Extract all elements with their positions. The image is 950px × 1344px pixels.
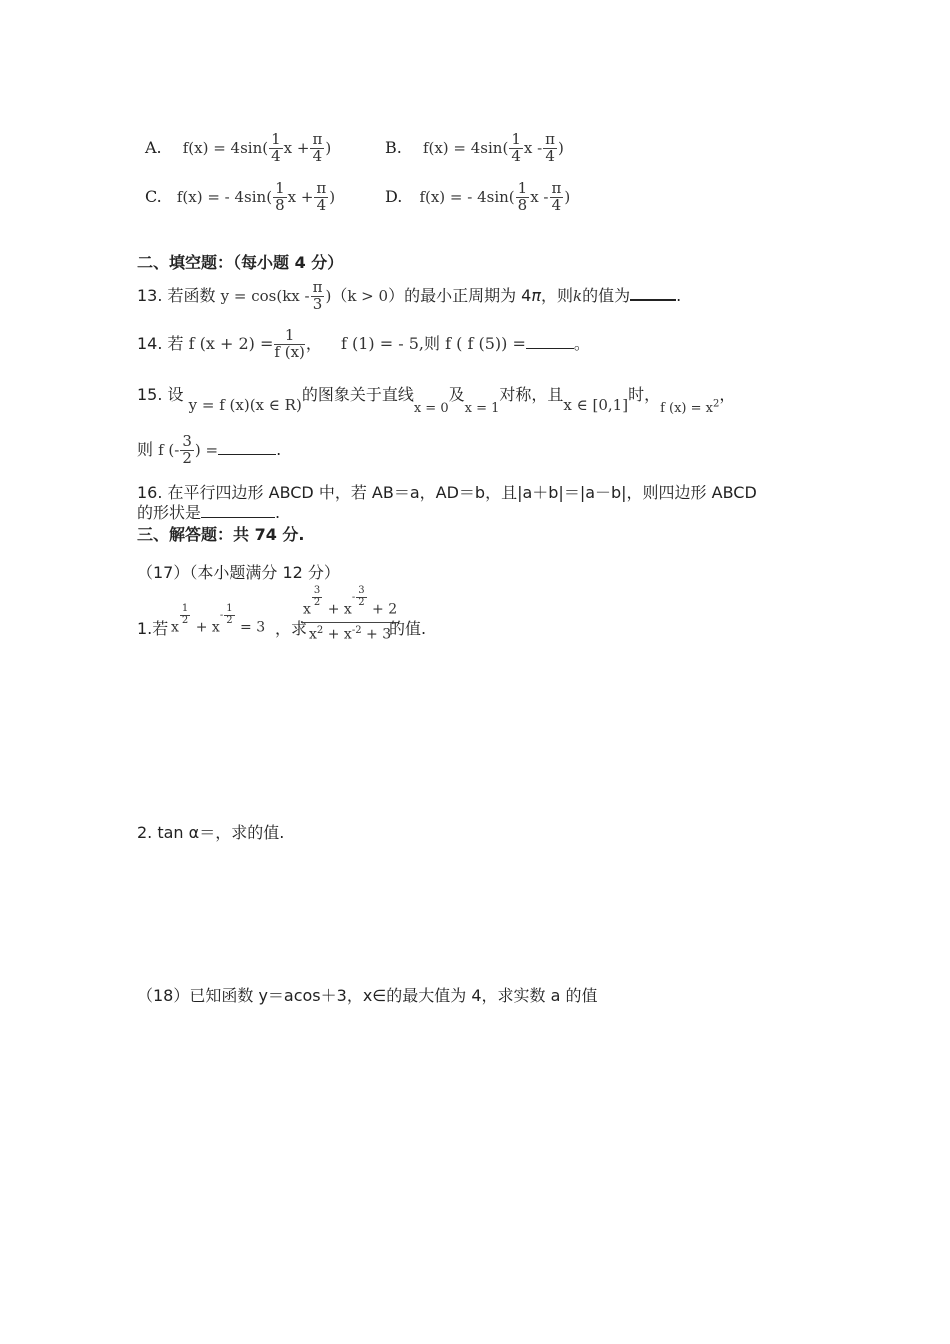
option-c-label: C. <box>145 186 162 206</box>
question-17-part-2: 2. tan α＝，求的值. <box>137 823 285 842</box>
q17-1-prefix: 1.若 <box>137 619 169 638</box>
q13-expr: y = cos(kx - <box>220 286 310 305</box>
option-d-label: D. <box>385 186 403 206</box>
q17-1-t1: ，求 <box>275 619 308 638</box>
q15b-fn: f (- <box>158 440 180 459</box>
q15-line1: x = 0 <box>413 401 449 416</box>
q14-prefix: 14. 若 <box>137 333 184 353</box>
option-c-frac2: $\frac{\pi}{4}$ <box>316 179 327 214</box>
option-a-label: A. <box>145 137 162 157</box>
q14-frac: $\frac{1}{f (x)}$ <box>274 326 305 361</box>
option-d-frac1: $\frac{1}{8}$ <box>517 179 528 214</box>
q17-1-num-end: + 2 <box>372 601 398 618</box>
q13-answer-blank[interactable] <box>630 285 676 301</box>
q15-t2: 及 <box>448 385 465 404</box>
q15-line2: x = 1 <box>464 401 500 416</box>
section-3-heading: 三、解答题：共 74 分. <box>137 525 305 544</box>
option-b-end: ) <box>558 138 564 157</box>
question-14 <box>137 328 590 361</box>
q17-1-exp1: 1 2 <box>181 603 189 626</box>
q14-ask: f ( f (5)) = <box>445 333 526 353</box>
q13-suffix3: 的值为 <box>582 285 631 305</box>
q15-def-exp: 2 <box>713 398 720 410</box>
q13-prefix: 13. 若函数 <box>137 285 216 305</box>
q15-function: y = f (x)(x ∈ R) <box>188 396 302 414</box>
q15-prefix: 15. 设 <box>137 385 184 404</box>
option-b-mid: x - <box>523 138 543 157</box>
option-c-lhs: f(x) = - 4sin( <box>176 187 273 206</box>
question-18: （18）已知函数 y＝acos＋3，x∈的最大值为 4，求实数 a 的值 <box>137 986 598 1005</box>
option-d-mid: x - <box>530 187 549 206</box>
q13-cond-close: ） <box>388 285 405 305</box>
q17-1-t2: 的值. <box>389 619 427 638</box>
option-b <box>385 132 564 165</box>
q15-t3: 对称，且 <box>499 385 564 404</box>
option-a <box>145 132 331 165</box>
q13-expr-end: ) <box>325 286 332 305</box>
q13-condition: k > 0 <box>347 286 389 305</box>
option-c-end: ) <box>329 187 336 206</box>
q14-given: f (1) = - 5, <box>341 333 425 353</box>
question-16-line1: 16. 在平行四边形 ABCD 中，若 AB＝a，AD＝b，且|a＋b|＝|a－b|，则四边形 ABCD <box>137 483 757 502</box>
q15-domain: x ∈ [0,1] <box>563 396 629 414</box>
option-a-lhs: f(x) = 4sin( <box>182 138 269 157</box>
q13-suffix: 的最小正周期为 4 <box>404 285 532 305</box>
q13-end: . <box>676 285 682 305</box>
option-b-frac1: $\frac{1}{4}$ <box>511 130 521 165</box>
option-b-lhs: f(x) = 4sin( <box>422 138 509 157</box>
question-17-title: （17）（本小题满分 12 分） <box>137 563 340 582</box>
q17-1-exp2: - 1 2 <box>219 603 233 626</box>
section-2-heading: 二、填空题：（每小题 4 分） <box>137 253 344 272</box>
q13-suffix2: ，则 <box>541 285 574 305</box>
option-a-frac1: $\frac{1}{4}$ <box>271 130 281 165</box>
q15-def-base: f (x) = x <box>660 401 713 416</box>
q14-then: 则 <box>424 333 441 353</box>
option-a-end: ) <box>325 138 332 157</box>
q13-cond-open: （ <box>331 285 348 305</box>
option-d-end: ) <box>564 187 571 206</box>
q13-frac: $\frac{\pi}{3}$ <box>312 278 323 313</box>
q15b-end: . <box>276 439 282 459</box>
q17-1-expression <box>301 585 399 643</box>
q13-k: k <box>573 286 583 305</box>
question-15-ask <box>137 434 281 467</box>
question-15 <box>137 382 736 416</box>
q15-t4: 时， <box>628 385 661 404</box>
q17-1-eq: = 3 <box>240 619 266 636</box>
option-a-mid: x + <box>283 138 310 157</box>
option-d <box>385 181 570 214</box>
option-b-frac2: $\frac{\pi}{4}$ <box>545 130 556 165</box>
q16-answer-blank[interactable] <box>201 503 275 518</box>
q14-answer-blank[interactable] <box>526 334 574 349</box>
option-d-lhs: f(x) = - 4sin( <box>419 187 515 206</box>
q17-1-condition: x $^{\frac{1}{2}}$ + $x^{- \frac{1}{2}}$ = 3 <box>171 603 266 636</box>
q14-end: 。 <box>573 333 590 353</box>
option-c-mid: x + <box>287 187 314 206</box>
q16-prefix: 的形状是 <box>137 503 202 522</box>
q15-definition <box>660 398 720 416</box>
q13-pi: π <box>531 285 542 305</box>
q15b-prefix: 则 <box>137 439 154 459</box>
q15b-frac: $\frac{3}{2}$ <box>182 432 192 467</box>
q14-sep: ， <box>305 333 322 353</box>
q17-1-numerator: x $^{\frac{3}{2}}$ + $x^{- \frac{3}{2}}$ + 2 <box>301 600 399 623</box>
option-c-frac1: $\frac{1}{8}$ <box>275 179 285 214</box>
q16-end: . <box>275 503 281 522</box>
question-16-line2 <box>137 500 280 523</box>
option-a-frac2: $\frac{\pi}{4}$ <box>312 130 323 165</box>
q14-lhs: f (x + 2) = <box>188 333 274 353</box>
option-b-label: B. <box>385 137 402 157</box>
option-d-frac2: $\frac{\pi}{4}$ <box>551 179 562 214</box>
q17-1-denominator: $x^2 + x^{-2} + 3$ <box>309 625 392 643</box>
q15-answer-blank[interactable] <box>218 440 276 455</box>
q17-1-den-end: + 3 <box>366 626 392 643</box>
option-c <box>145 181 335 214</box>
q15-t5: ， <box>719 385 736 404</box>
q15b-fn-end: ) = <box>194 440 219 459</box>
question-13 <box>137 280 681 313</box>
q15-t1: 的图象关于直线 <box>301 385 414 404</box>
